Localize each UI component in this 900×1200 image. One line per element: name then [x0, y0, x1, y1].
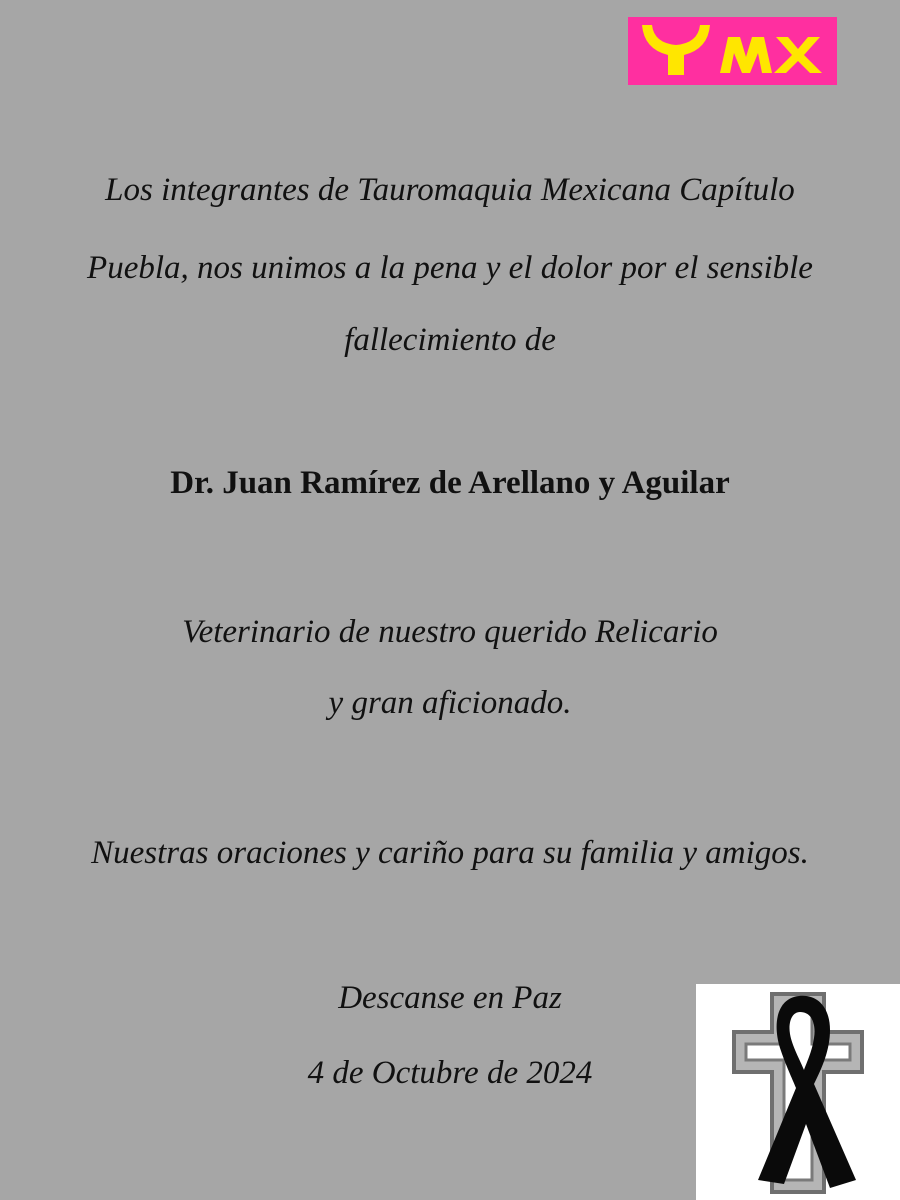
intro-line-2: Puebla, nos unimos a la pena y el dolor por el sensible: [87, 250, 813, 286]
role-line-1: Veterinario de nuestro querido Relicario: [182, 614, 718, 650]
date-text: 4 de Octubre de 2024: [307, 1055, 593, 1091]
intro-line-1: Los integrantes de Tauromaquia Mexicana Capítulo: [105, 172, 795, 208]
rest-in-peace-text: Descanse en Paz: [338, 980, 562, 1016]
role-line-2: y gran aficionado.: [328, 685, 572, 721]
intro-line-3: fallecimiento de: [344, 322, 556, 358]
mourning-emblem: [696, 984, 900, 1200]
mourning-ribbon-cross-icon: [696, 984, 900, 1200]
deceased-name: Dr. Juan Ramírez de Arellano y Aguilar: [170, 465, 730, 501]
condolence-text: Nuestras oraciones y cariño para su familia y amigos.: [91, 835, 809, 871]
tmx-logo: [628, 17, 837, 85]
bull-horns-logo-icon: [628, 17, 837, 85]
